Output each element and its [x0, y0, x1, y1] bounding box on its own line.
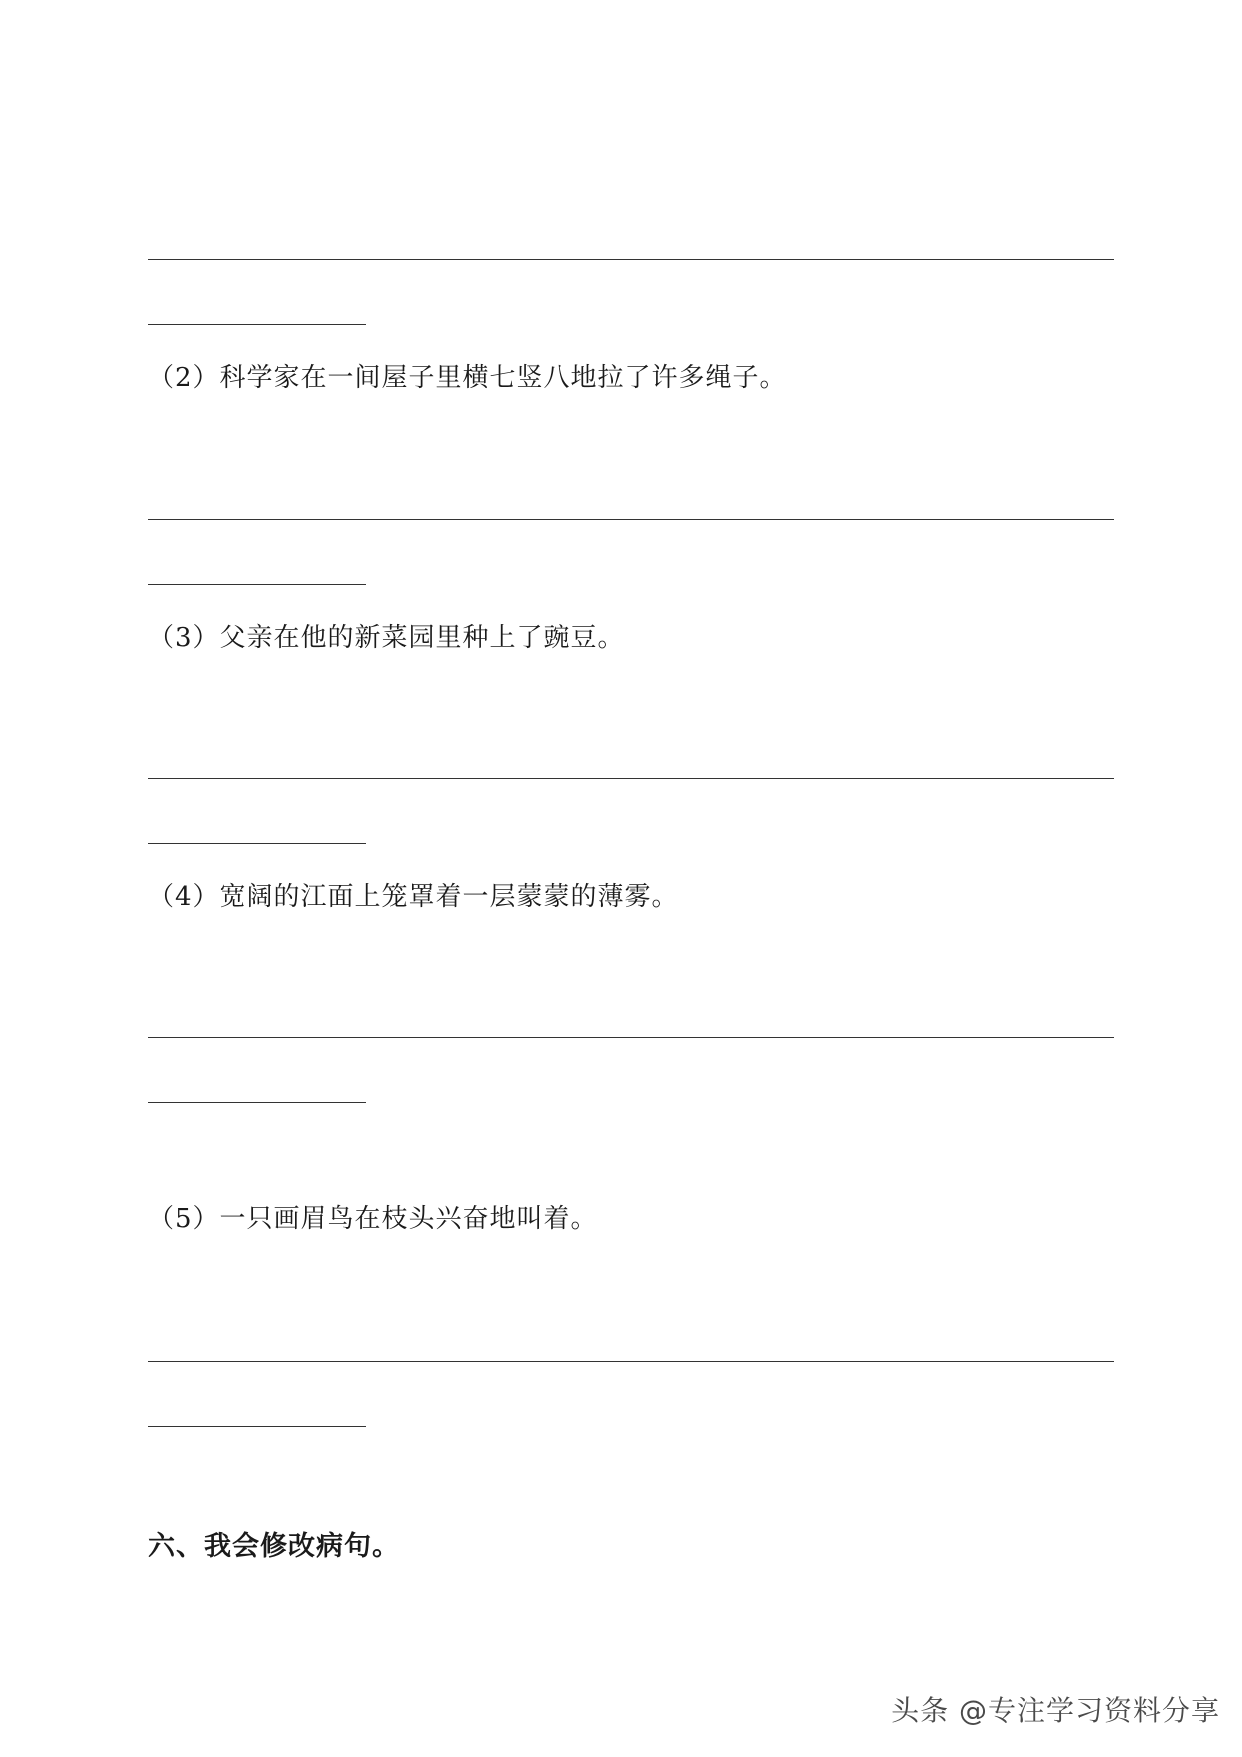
question-2: （2）科学家在一间屋子里横七竖八地拉了许多绳子。	[148, 363, 787, 393]
answer-line	[148, 1037, 1114, 1038]
answer-line	[148, 519, 1114, 520]
question-3: （3）父亲在他的新菜园里种上了豌豆。	[148, 623, 625, 653]
answer-line-short	[148, 1102, 366, 1103]
answer-line-short	[148, 324, 366, 325]
section-title: 六、我会修改病句。	[148, 1531, 400, 1562]
question-4: （4）宽阔的江面上笼罩着一层蒙蒙的薄雾。	[148, 882, 679, 912]
answer-line	[148, 259, 1114, 260]
answer-line-short	[148, 843, 366, 844]
watermark: 头条 @专注学习资料分享	[891, 1694, 1220, 1727]
answer-line-short	[148, 584, 366, 585]
answer-line-short	[148, 1426, 366, 1427]
question-5: （5）一只画眉鸟在枝头兴奋地叫着。	[148, 1204, 598, 1234]
answer-line	[148, 1361, 1114, 1362]
answer-line	[148, 778, 1114, 779]
